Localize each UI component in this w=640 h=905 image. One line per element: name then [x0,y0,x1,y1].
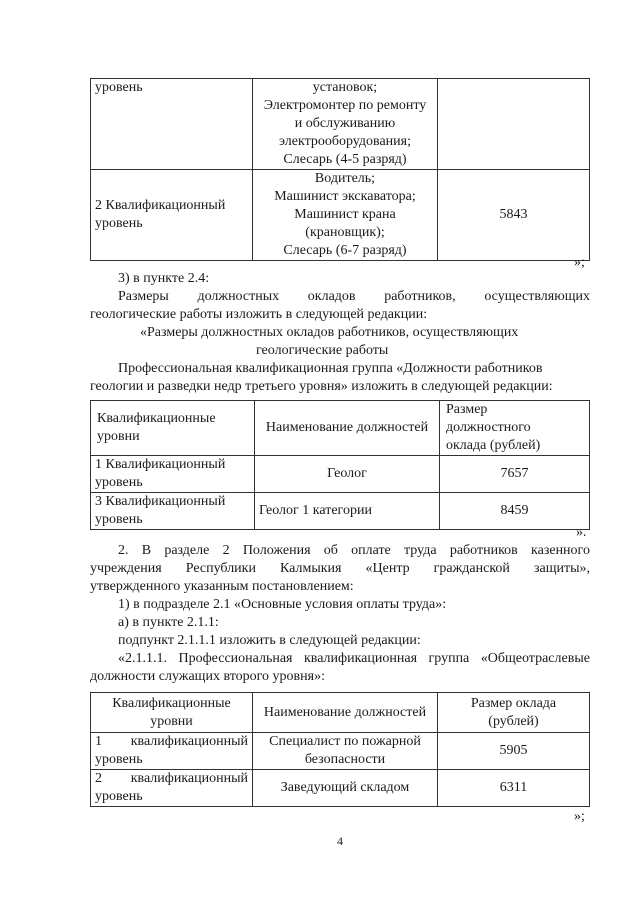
table-cell-salary: 8459 [440,493,590,530]
group-line2: геологии и разведки недр третьего уровня» изложить в следующей редакции: [90,379,553,394]
para2-line2: учреждения Республики Калмыкия «Центр гражданской защиты», [90,561,590,576]
page-number: 4 [337,834,343,848]
table-header-row [91,401,590,456]
table-cell-salary: 5905 [438,733,590,770]
table-cell-salary: 6311 [438,770,590,807]
para1-line1: Размеры должностных окладов работников, осуществляющих [118,289,590,304]
table-2-closing: ». [576,525,587,540]
para2-line5: а) в пункте 2.1.1: [118,615,219,630]
table-cell-salary: 7657 [440,456,590,493]
table-cell-level: 2 Квалификационный уровень [91,170,253,261]
table-row [91,170,590,261]
header-position: Наименование должностей [255,401,440,456]
table-3-closing: »; [574,809,585,824]
table-cell-level: 1 Квалификационный уровень [91,456,255,493]
table-row [91,456,590,493]
header-salary: Размер должностного оклада (рублей) [440,401,590,456]
quote-line1: «Размеры должностных окладов работников, осуществляющих [140,325,519,340]
table-cell-level: 3 Квалификационный уровень [91,493,255,530]
table-cell-level: уровень [91,79,253,170]
table-1-closing: »; [574,255,585,270]
header-level: Квалификационные уровни [91,693,253,733]
table-cell-salary [438,79,590,170]
table-2 [90,400,590,530]
para2-line6: подпункт 2.1.1.1 изложить в следующей редакции: [118,633,421,648]
table-cell-level: 2 квалификационный уровень [91,770,253,807]
table-row [91,770,590,807]
para2-line7: «2.1.1.1. Профессиональная квалификационная группа «Общеотраслевые [118,651,590,666]
table-3 [90,692,590,807]
table-cell-position: Геолог [255,456,440,493]
table-header-row [91,693,590,733]
para1-line2: геологические работы изложить в следующей редакции: [90,307,428,322]
para2-line1: 2. В разделе 2 Положения об оплате труда работников казенного [118,543,590,558]
group-line1: Профессиональная квалификационная группа «Должности работников [118,361,543,376]
point-3: 3) в пункте 2.4: [118,271,210,286]
header-position: Наименование должностей [253,693,438,733]
header-salary: Размер оклада (рублей) [438,693,590,733]
quote-line2: геологические работы [256,343,389,358]
para2-line3: утвержденного указанным постановлением: [90,579,354,594]
table-row [91,733,590,770]
table-cell-position: Специалист по пожарной безопасности [253,733,438,770]
table-cell-level: 1 квалификационный уровень [91,733,253,770]
table-row [91,79,590,170]
header-level: Квалификационные уровни [91,401,255,456]
para2-line8: должности служащих второго уровня»: [90,669,325,684]
para2-line4: 1) в подразделе 2.1 «Основные условия оплаты труда»: [118,597,447,612]
table-cell-salary: 5843 [438,170,590,261]
table-row [91,493,590,530]
table-cell-positions: Водитель; Машинист экскаватора; Машинист крана (крановщик); Слесарь (6-7 разряд) [253,170,438,261]
table-1 [90,78,590,261]
table-cell-positions: установок; Электромонтер по ремонту и обслуживанию электрооборудования; Слесарь (4-5 разряд) [253,79,438,170]
table-cell-position: Заведующий складом [253,770,438,807]
table-cell-position: Геолог 1 категории [255,493,440,530]
